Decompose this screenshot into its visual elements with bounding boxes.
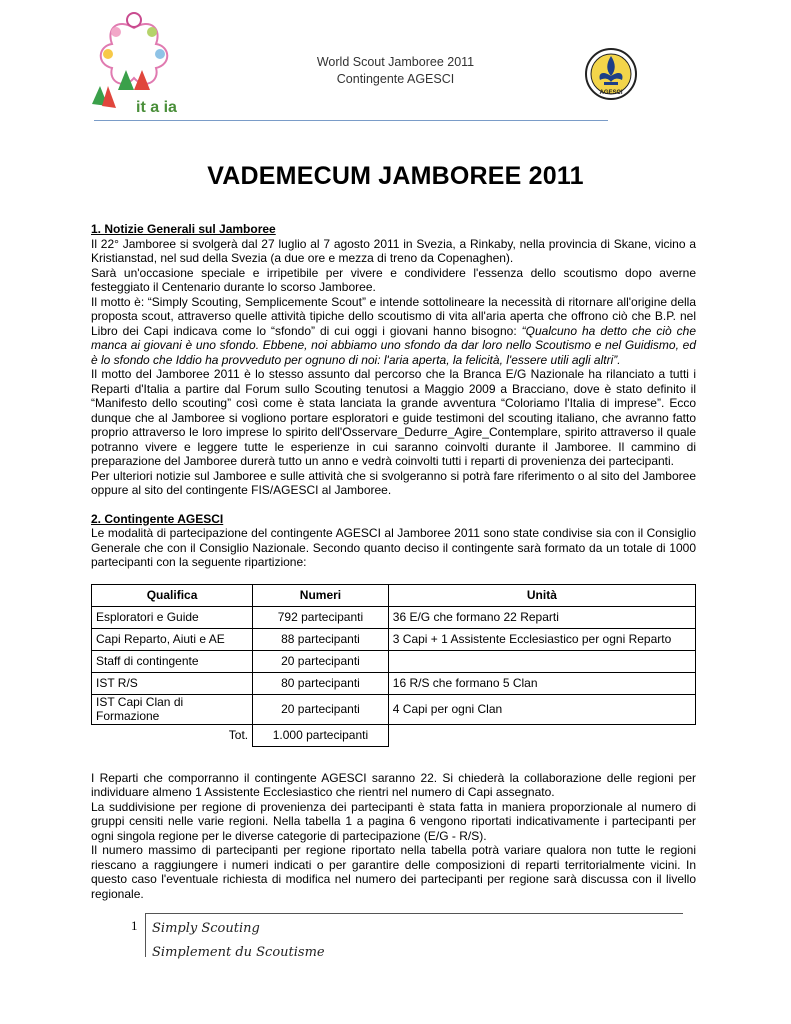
footer-divider — [146, 913, 683, 914]
table-cell: Esploratori e Guide — [92, 606, 253, 628]
section-2-paragraph-1: Le modalità di partecipazione del contingente AGESCI al Jamboree 2011 sono state condivise sia con il Consiglio Generale che con il Consiglio Nazionale. Secondo quanto deciso il contingente sarà formato da un totale di 1000 partecipanti con la seguente ripartizione: — [91, 526, 696, 569]
page-header — [0, 54, 791, 88]
table-row — [92, 628, 696, 650]
section-1-paragraph-4: Il motto del Jamboree 2011 è lo stesso assunto dal percorso che la Branca E/G Nazionale ha rilanciato a tutti i Reparti d'Italia a partire dal Forum sullo Scouting tenutosi a Maggio 2009 a Bracciano, dove è stato definito il “Manifesto dello scouting” così come è stata lanciata la grande avventura “Coloriamo l'Italia di imprese”. Ecco dunque che al Jamboree si vogliono portare esploratori e guide testimoni del scouting italiano, che avranno fatto proprio attraverso le loro imprese lo spirito dell'Osservare_Dedurre_Agire_Contemplare, spirito attraverso il quale potranno vivere e leggere tutte le esperienze in cui saranno coinvolti durante il Jamboree. Il cammino di preparazione del Jamboree durerà tutto un anno e vedrà coinvolti tutti i reparti di provenienza dei partecipanti. — [91, 367, 696, 468]
section-1-paragraph-2: Sarà un'occasione speciale e irripetibile per vivere e condividere l'essenza dello scoutismo dopo averne festeggiato il Centenario durante lo scorso Jamboree. — [91, 265, 696, 294]
section-1-heading: 1. Notizie Generali sul Jamboree — [91, 222, 276, 236]
agesci-logo — [584, 44, 638, 104]
header-line-1: World Scout Jamboree 2011 — [316, 55, 475, 69]
document-title: VADEMECUM JAMBOREE 2011 — [207, 162, 584, 190]
table-row — [92, 606, 696, 628]
bp-quote: “Qualcuno ha detto che ciò che manca ai giovani è uno sfondo. Ebbene, noi abbiamo uno sfondo da dar loro nello Scoutismo e nel Guidismo, ed è lo sfondo che Iddio ha provveduto per ognuno di noi: l'aria aperta, la felicità, l'essere utili agli altri”. — [91, 323, 696, 367]
table-total-row — [92, 724, 696, 746]
table-cell: IST Capi Clan di Formazione — [92, 694, 253, 724]
page-number: 1 — [131, 918, 138, 933]
motto-intro-text: Il motto è: “Simply Scouting, Semplicemente Scout” e intende sottolineare la necessità di ritornare all'origine della proposta scout, attraverso quelle attività tipiche dello scoutismo di vita all'aria aperta che offrono ciò che B.P. nel Libro dei Capi indicava come lo “sfondo” di cui oggi i giovani hanno bisogno: — [91, 294, 696, 338]
footer-motto-line-2: Simplement du Scoutisme — [152, 945, 325, 960]
section-1-paragraph-3 — [91, 295, 696, 368]
section-2-paragraph-3: La suddivisione per regione di provenienza dei partecipanti è stata fatta in maniera proporzionale al numero di gruppi censiti nelle varie regioni. Nella tabella 1 a pagina 6 vengono riportati indicativamente i partecipanti per ogni singola regione per le diverse categorie di partecipazione (E/G - R/S). — [91, 799, 696, 843]
table-cell: Staff di contingente — [92, 650, 253, 672]
section-2-paragraph-2: I Reparti che comporranno il contingente AGESCI saranno 22. Si chiederà la collaborazione delle regioni per individuare almeno 1 Assistente Ecclesiastico che rientri nel numero di Capi assegnato. — [91, 770, 696, 799]
total-empty-cell — [388, 724, 695, 746]
table-cell: 88 partecipanti — [253, 628, 389, 650]
table-row — [92, 672, 696, 694]
table-header-numeri: Numeri — [253, 584, 389, 606]
logo-right-text: AGESCI — [599, 90, 623, 96]
header-divider — [94, 120, 608, 121]
table-cell: 4 Capi per ogni Clan — [388, 694, 695, 724]
section-1-paragraph-1: Il 22° Jamboree si svolgerà dal 27 luglio al 7 agosto 2011 in Svezia, a Rinkaby, nella provincia di Skane, vicino a Kristianstad, nel sud della Svezia (a due ore e mezza di treno da Copenaghen). — [91, 236, 696, 265]
table-cell: Capi Reparto, Aiuti e AE — [92, 628, 253, 650]
table-cell: 36 E/G che formano 22 Reparti — [388, 606, 695, 628]
document-body — [91, 222, 696, 901]
table-cell: 16 R/S che formano 5 Clan — [388, 672, 695, 694]
table-row — [92, 650, 696, 672]
table-header-row — [92, 584, 696, 606]
table-cell: 792 partecipanti — [253, 606, 389, 628]
table-cell — [388, 650, 695, 672]
table-cell: 20 partecipanti — [253, 650, 389, 672]
table-cell: IST R/S — [92, 672, 253, 694]
table-cell: 20 partecipanti — [253, 694, 389, 724]
footer-vertical-divider — [145, 913, 146, 957]
section-1-paragraph-5: Per ulteriori notizie sul Jamboree e sulle attività che si svolgeranno si potrà fare riferimento o al sito del Jamboree oppure al sito del contingente FIS/AGESCI al Jamboree. — [91, 468, 696, 497]
header-line-2: Contingente AGESCI — [336, 72, 455, 86]
section-2-heading: 2. Contingente AGESCI — [91, 511, 224, 526]
section-2-paragraph-4: Il numero massimo di partecipanti per regione riportato nella tabella potrà variare qualora non tutte le regioni riescano a raggiungere i numeri indicati o per garantire delle composizioni di reparti territorialmente vicini. In questo caso l'eventuale richiesta di modifica nel numero dei partecipanti per regione sarà discussa con il livello regionale. — [91, 843, 696, 901]
table-cell: 80 partecipanti — [253, 672, 389, 694]
table-row — [92, 694, 696, 724]
table-header-qualifica: Qualifica — [92, 584, 253, 606]
table-header-unita: Unità — [388, 584, 695, 606]
table-cell: 3 Capi + 1 Assistente Ecclesiastico per ogni Reparto — [388, 628, 695, 650]
contingent-table — [91, 584, 696, 747]
footer-motto-line-1: Simply Scouting — [152, 921, 260, 936]
total-value: 1.000 partecipanti — [253, 724, 389, 746]
total-label: Tot. — [92, 724, 253, 746]
logo-left-text: it a ia — [136, 99, 177, 116]
